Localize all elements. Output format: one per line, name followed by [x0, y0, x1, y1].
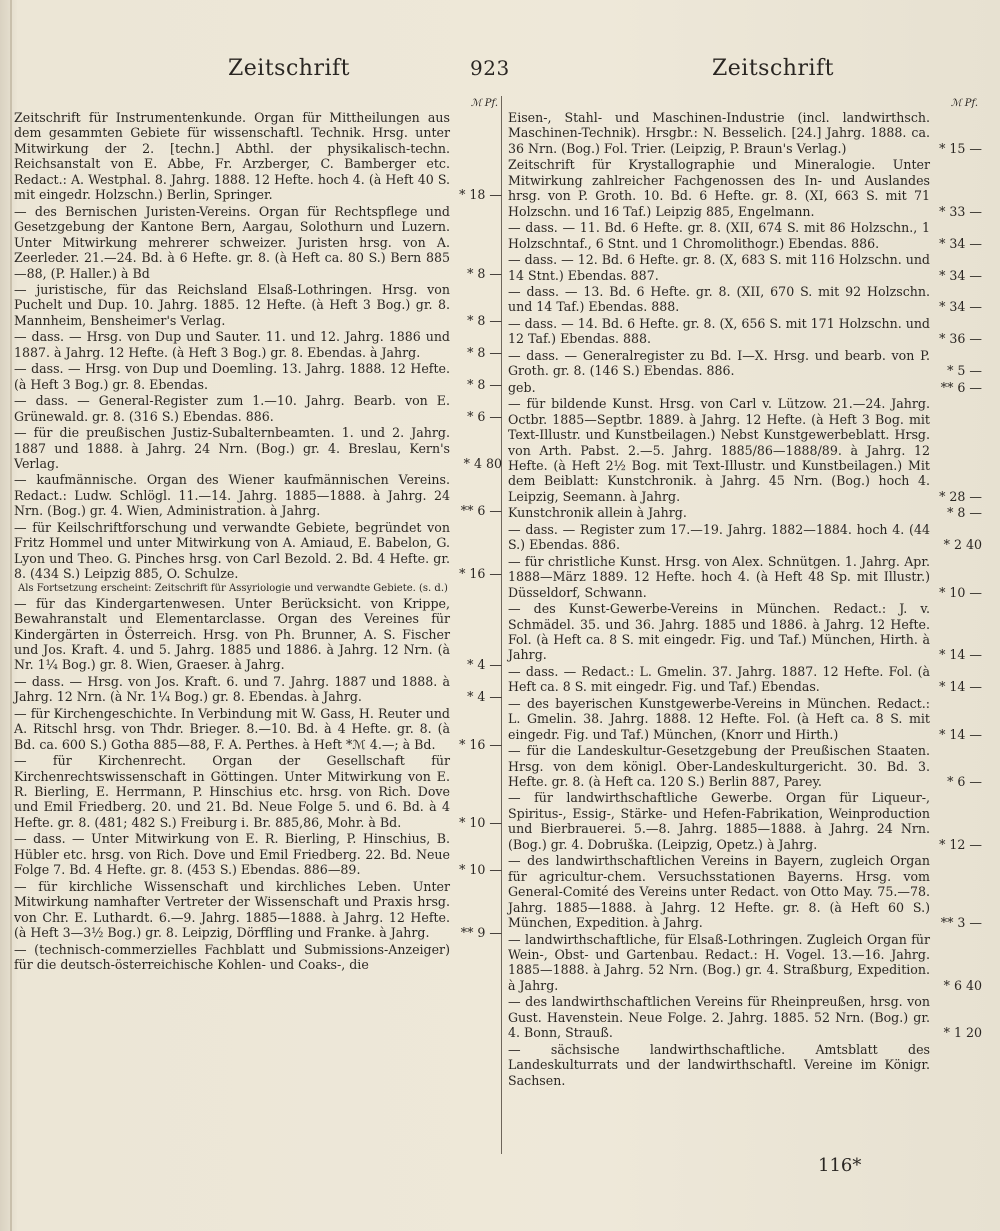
entry-price: * 18 — — [459, 187, 502, 203]
entry-note — [14, 583, 502, 595]
entry-price: * 1 20 — [943, 1025, 982, 1041]
entry-text: — für Kirchenrecht. Organ der Gesellschaft für Kirchenrechtswissenschaft in Göttingen. Unter Mitwirkung von E. R. Bierling, E. Herrmann, P. Hinschius etc. hrsg. von Rich. Dove und Emil Friedberg. 20. und 21. Bd. Neue Folge 5. und 6. Bd. à 4 Hefte. gr. 8. (481; 482 S.) Freiburg i. Br. 885,86, Mohr. à Bd. — [14, 753, 450, 830]
entry-price: * 4 — — [467, 657, 502, 673]
entry-text: — dass. — 12. Bd. 6 Hefte. gr. 8. (X, 683 S. mit 116 Holzschn. und 14 Stnt.) Ebendas. 887. — [508, 252, 930, 283]
entry-price: * 6 — — [467, 408, 502, 424]
entry-text: — für Kirchengeschichte. In Verbindung mit W. Gass, H. Reuter und A. Ritschl hrsg. von Thdr. Brieger. 8.—10. Bd. à 4 Hefte. gr. 8. (à Bd. ca. 600 S.) Gotha 885—88, F. A. Perthes. à Heft *ℳ 4.—; à Bd. — [14, 705, 450, 752]
catalog-entry — [508, 522, 982, 553]
entry-price: * 8 — — [947, 505, 982, 521]
entry-price: * 8 — — [467, 265, 502, 281]
entry-text: — des bayerischen Kunstgewerbe-Vereins in München. Redact.: L. Gmelin. 38. Jahrg. 1888. 12 Hefte. Fol. (à Heft ca. 8 S. mit eingedr. Fig. und Taf.) München, (Knorr und Hirth.) — [508, 695, 930, 742]
entry-price: * 6 40 — [943, 977, 982, 993]
catalog-entry — [14, 110, 502, 203]
catalog-entry — [508, 505, 982, 520]
entry-price: * 12 — — [939, 836, 982, 852]
entry-price: * 5 — — [947, 363, 982, 379]
catalog-entry — [508, 994, 982, 1040]
entry-text: — des landwirthschaftlichen Vereins für Rheinpreußen, hrsg. von Gust. Havenstein. Neue Folge. 2. Jahrg. 1885. 52 Nrn. (Bog.) gr. 4. Bonn, Strauß. — [508, 994, 930, 1041]
catalog-entry — [14, 361, 502, 392]
price-column-marker-left: ℳ Pf. — [470, 98, 498, 109]
entry-price: * 10 — — [459, 862, 502, 878]
catalog-entry — [14, 425, 502, 471]
catalog-entry — [508, 932, 982, 994]
entry-price: ** 6 — — [940, 379, 982, 395]
entry-text: Kunstchronik allein à Jahrg. — [508, 505, 687, 521]
catalog-entry — [14, 753, 502, 830]
entry-text: — dass. — 13. Bd. 6 Hefte. gr. 8. (XII, 670 S. mit 92 Holzschn. und 14 Taf.) Ebendas. 888. — [508, 283, 930, 315]
entry-text: — dass. — Register zum 17.—19. Jahrg. 1882—1884. hoch 4. (44 S.) Ebendas. 886. — [508, 521, 930, 553]
catalog-entry — [508, 252, 982, 283]
entry-price: ** 9 — — [460, 925, 502, 941]
entry-text: — des Bernischen Juristen-Vereins. Organ für Rechtspflege und Gesetzgebung der Kantone Bern, Aargau, Solothurn und Luzern. Unter Mitwirkung mehrerer schweizer. Juristen hrsg. von A. Zeerleder. 21.—24. Bd. à 6 Hefte. gr. 8. (à Heft ca. 80 S.) Bern 885—88, (P. Haller.) à Bd — [14, 203, 450, 281]
entry-text: — dass. — Hrsg. von Jos. Kraft. 6. und 7. Jahrg. 1887 und 1888. à Jahrg. 12 Nrn. (à Nr. 1¼ Bog.) gr. 8. Ebendas. à Jahrg. — [14, 673, 450, 705]
catalog-entry — [508, 601, 982, 663]
catalog-entry — [508, 743, 982, 789]
entry-text: — landwirthschaftliche, für Elsaß-Lothringen. Zugleich Organ für Wein-, Obst- und Gartenbau. Redact.: H. Vogel. 13.—16. Jahrg. 1885—1888. à Jahrg. 52 Nrn. (Bog.) gr. 4. Straßburg, Expedition. à Jahrg. — [508, 931, 930, 993]
entry-text: — dass. — Redact.: L. Gmelin. 37. Jahrg. 1887. 12 Hefte. Fol. (à Heft ca. 8 S. mit eingedr. Fig. und Taf.) Ebendas. — [508, 663, 930, 695]
entry-text: — dass. — Hrsg. von Dup und Sauter. 11. und 12. Jahrg. 1886 und 1887. à Jahrg. 12 Hefte. (à Heft 3 Bog.) gr. 8. Ebendas. à Jahrg. — [14, 329, 450, 360]
entry-price: * 14 — — [939, 679, 982, 695]
entry-text: — für die Landeskultur-Gesetzgebung der Preußischen Staaten. Hrsg. von dem königl. Ober-Landeskulturgericht. 30. Bd. 3. Hefte. gr. 8. (à Heft ca. 120 S.) Berlin 887, Parey. — [508, 743, 930, 790]
entry-price: * 33 — — [939, 203, 982, 219]
catalog-entry — [14, 674, 502, 705]
entry-price: * 14 — — [939, 726, 982, 742]
catalog-entry — [508, 1042, 982, 1088]
entry-text: — dass. — 11. Bd. 6 Hefte. gr. 8. (XII, 674 S. mit 86 Holzschn., 1 Holzschntaf., 6 Stnt. und 1 Chromolithogr.) Ebendas. 886. — [508, 220, 930, 251]
entry-text: — für die preußischen Justiz-Subalternbeamten. 1. und 2. Jahrg. 1887 und 1888. à Jahrg. 24 Nrn. (Bog.) gr. 4. Breslau, Kern's Verlag. — [14, 425, 450, 471]
catalog-entry — [508, 316, 982, 347]
entry-price: * 34 — — [939, 235, 982, 251]
entry-price: * 10 — — [459, 814, 502, 830]
running-head-left: Zeitschrift — [228, 56, 350, 81]
entry-text: geb. — [508, 379, 536, 395]
page-number: 923 — [470, 56, 510, 80]
entry-text: — für bildende Kunst. Hrsg. von Carl v. Lützow. 21.—24. Jahrg. Octbr. 1885—Septbr. 1889. à Jahrg. 12 Hefte. (à Heft 3 Bog. mit Text-Illustr. und Kunstbeilagen.) Nebst Kunstgewerbeblatt. Hrsg. von Arth. Pabst. 2.—5. Jahrg. 1885/86—1888/89. à Jahrg. 12 Hefte. (à Heft 2½ Bog. mit Text-Illustr. und Kunstbeilagen.) Mit dem Beiblatt: Kunstchronik. à Jahrg. 45 Nrn. (Bog.) hoch 4. Leipzig, Seemann. à Jahrg. — [508, 396, 930, 504]
binding-gutter — [10, 0, 12, 1231]
entry-text: — für kirchliche Wissenschaft und kirchliches Leben. Unter Mitwirkung namhafter Vertreter der Wissenschaft und Praxis hrsg. von Chr. E. Luthardt. 6.—9. Jahrg. 1885—1888. à Jahrg. 12 Hefte. (à Heft 3—3½ Bog.) gr. 8. Leipzig, Dörffling und Franke. à Jahrg. — [14, 878, 450, 941]
entry-text: — juristische, für das Reichsland Elsaß-Lothringen. Hrsg. von Puchelt und Dup. 10. Jahrg. 1885. 12 Hefte. (à Heft 3 Bog.) gr. 8. Mannheim, Bensheimer's Verlag. — [14, 281, 450, 328]
catalog-entry — [508, 554, 982, 600]
catalog-entry — [14, 942, 502, 973]
signature-mark: 116* — [818, 1155, 862, 1176]
entry-text: — für christliche Kunst. Hrsg. von Alex. Schnütgen. 1. Jahrg. Apr. 1888—März 1889. 12 Hefte. hoch 4. (à Heft 48 Sp. mit Illustr.) Düsseldorf, Schwann. — [508, 553, 930, 600]
entry-text: — dass. — Generalregister zu Bd. I—X. Hrsg. und bearb. von P. Groth. gr. 8. (146 S.) Ebendas. 886. — [508, 347, 930, 379]
catalog-entry — [508, 284, 982, 315]
entry-text: — dass. — Unter Mitwirkung von E. R. Bierling, P. Hinschius, B. Hübler etc. hrsg. von Rich. Dove und Emil Friedberg. 22. Bd. Neue Folge 7. Bd. 4 Hefte. gr. 8. (453 S.) Ebendas. 886—89. — [14, 831, 450, 878]
entry-price: * 4 — — [467, 689, 502, 705]
entry-price: * 16 — — [459, 736, 502, 752]
catalog-entry — [508, 380, 982, 395]
entry-price: * 14 — — [939, 647, 982, 663]
entry-text: — dass. — 14. Bd. 6 Hefte. gr. 8. (X, 656 S. mit 171 Holzschn. und 12 Taf.) Ebendas. 888. — [508, 315, 930, 347]
catalog-entry — [14, 706, 502, 752]
entry-text: — kaufmännische. Organ des Wiener kaufmännischen Vereins. Redact.: Ludw. Schlögl. 11.—14. Jahrg. 1885—1888. à Jahrg. 24 Nrn. (Bog.) gr. 4. Wien, Administration. à Jahrg. — [14, 472, 450, 519]
entry-price: * 16 — — [459, 566, 502, 582]
catalog-entry — [508, 790, 982, 852]
catalog-entry — [14, 596, 502, 673]
catalog-entry — [14, 520, 502, 582]
catalog-entry — [508, 220, 982, 251]
entry-price: * 36 — — [939, 331, 982, 347]
entry-text: — des Kunst-Gewerbe-Vereins in München. Redact.: J. v. Schmädel. 35. und 36. Jahrg. 1885 und 1886. à Jahrg. 12 Hefte. Fol. (à Heft ca. 8 S. mit eingedr. Fig. und Taf.) München, Hirth. à Jahrg. — [508, 601, 930, 663]
entry-price: * 6 — — [947, 774, 982, 790]
entry-price: * 2 40 — [943, 537, 982, 553]
entry-price: * 8 — — [467, 344, 502, 360]
entry-text: Zeitschrift für Instrumentenkunde. Organ für Mittheilungen aus dem gesammten Gebiete für wissenschaftl. Technik. Hrsg. unter Mitwirkung der 2. [techn.] Abthl. der physikalisch-techn. Reichsanstalt von E. Abbe, Fr. Arzberger, C. Bamberger etc. Redact.: A. Westphal. 8. Jahrg. 1888. 12 Hefte. hoch 4. (à Heft 40 S. mit eingedr. Holzschn.) Berlin, Springer. — [14, 110, 450, 203]
left-entry-list — [14, 110, 502, 972]
entry-text: — des landwirthschaftlichen Vereins in Bayern, zugleich Organ für agricultur-chem. Versuchsstationen Bayerns. Hrsg. vom General-Comité des Vereins unter Redact. von Otto May. 75.—78. Jahrg. 1885—1888. à Jahrg. 12 Hefte. gr. 8. (à Heft 60 S.) München, Expedition. à Jahrg. — [508, 853, 930, 931]
catalog-entry — [14, 831, 502, 877]
catalog-entry — [14, 472, 502, 518]
catalog-entry — [14, 282, 502, 328]
catalog-entry — [14, 879, 502, 941]
catalog-entry — [14, 393, 502, 424]
entry-text: Eisen-, Stahl- und Maschinen-Industrie (incl. landwirthsch. Maschinen-Technik). Hrsgbr.: N. Besselich. [24.] Jahrg. 1888. ca. 36 Nrn. (Bog.) Fol. Trier. (Leipzig, P. Braun's Verlag.) — [508, 110, 930, 156]
entry-text: — für landwirthschaftliche Gewerbe. Organ für Liqueur-, Spiritus-, Essig-, Stärke- und Hefen-Fabrikation, Weinproduction und Bierbrauerei. 5.—8. Jahrg. 1885—1888. à Jahrg. 24 Nrn. (Bog.) gr. 4. Dobruška. (Leipzig, Opetz.) à Jahrg. — [508, 790, 930, 852]
entry-text: — sächsische landwirthschaftliche. Amtsblatt des Landeskulturrats und der landwirthschaftl. Vereine im Königr. Sachsen. — [508, 1041, 930, 1088]
catalog-entry — [508, 157, 982, 219]
running-head-right: Zeitschrift — [712, 56, 834, 81]
entry-text: Als Fortsetzung erscheint: Zeitschrift für Assyriologie und verwandte Gebiete. (s. d.) — [18, 582, 448, 594]
entry-price: * 15 — — [939, 140, 982, 156]
entry-text: Zeitschrift für Krystallographie und Mineralogie. Unter Mitwirkung zahlreicher Fachgenossen des In- und Auslandes hrsg. von P. Groth. 10. Bd. 6 Hefte. gr. 8. (XI, 663 S. mit 71 Holzschn. und 16 Taf.) Leipzig 885, Engelmann. — [508, 157, 930, 219]
entry-price: * 28 — — [939, 488, 982, 504]
entry-price: * 34 — — [939, 299, 982, 315]
entry-price: ** 6 — — [460, 503, 502, 519]
entry-price: * 8 — — [467, 312, 502, 328]
catalog-entry — [14, 329, 502, 360]
entry-text: — für Keilschriftforschung und verwandte Gebiete, begründet von Fritz Hommel und unter Mitwirkung von A. Amiaud, E. Babelon, G. Lyon und Theo. G. Pinches hrsg. von Carl Bezold. 2. Bd. 4 Hefte. gr. 8. (434 S.) Leipzig 885, O. Schulze. — [14, 519, 450, 582]
catalog-entry — [14, 204, 502, 281]
entry-price: ** 3 — — [940, 915, 982, 931]
entry-price: * 34 — — [939, 267, 982, 283]
entry-text: — (technisch-commerzielles Fachblatt und Submissions-Anzeiger) für die deutsch-österreichische Kohlen- und Coaks-, die — [14, 941, 450, 973]
right-entry-list — [508, 110, 982, 1088]
entry-price: * 10 — — [939, 584, 982, 600]
entry-text: — dass. — General-Register zum 1.—10. Jahrg. Bearb. von E. Grünewald. gr. 8. (316 S.) Ebendas. 886. — [14, 393, 450, 424]
entry-price: * 4 80 — [463, 455, 502, 471]
catalog-entry — [508, 396, 982, 504]
left-column — [14, 98, 502, 973]
catalog-entry — [508, 348, 982, 379]
price-column-marker-right: ℳ Pf. — [950, 98, 978, 109]
entry-text: — für das Kindergartenwesen. Unter Berücksicht. von Krippe, Bewahranstalt und Elementarclasse. Organ des Vereines für Kindergärten in Österreich. Hrsg. von Ph. Brunner, A. S. Fischer und Jos. Kraft. 4. und 5. Jahrg. 1885 und 1886. à Jahrg. 12 Nrn. (à Nr. 1¼ Bog.) gr. 8. Wien, Graeser. à Jahrg. — [14, 595, 450, 673]
catalog-entry — [508, 696, 982, 742]
catalog-entry — [508, 853, 982, 930]
right-column — [508, 98, 982, 1089]
catalog-entry — [508, 110, 982, 156]
entry-text: — dass. — Hrsg. von Dup und Doemling. 13. Jahrg. 1888. 12 Hefte. (à Heft 3 Bog.) gr. 8. Ebendas. — [14, 361, 450, 392]
entry-price: * 8 — — [467, 376, 502, 392]
catalog-entry — [508, 664, 982, 695]
